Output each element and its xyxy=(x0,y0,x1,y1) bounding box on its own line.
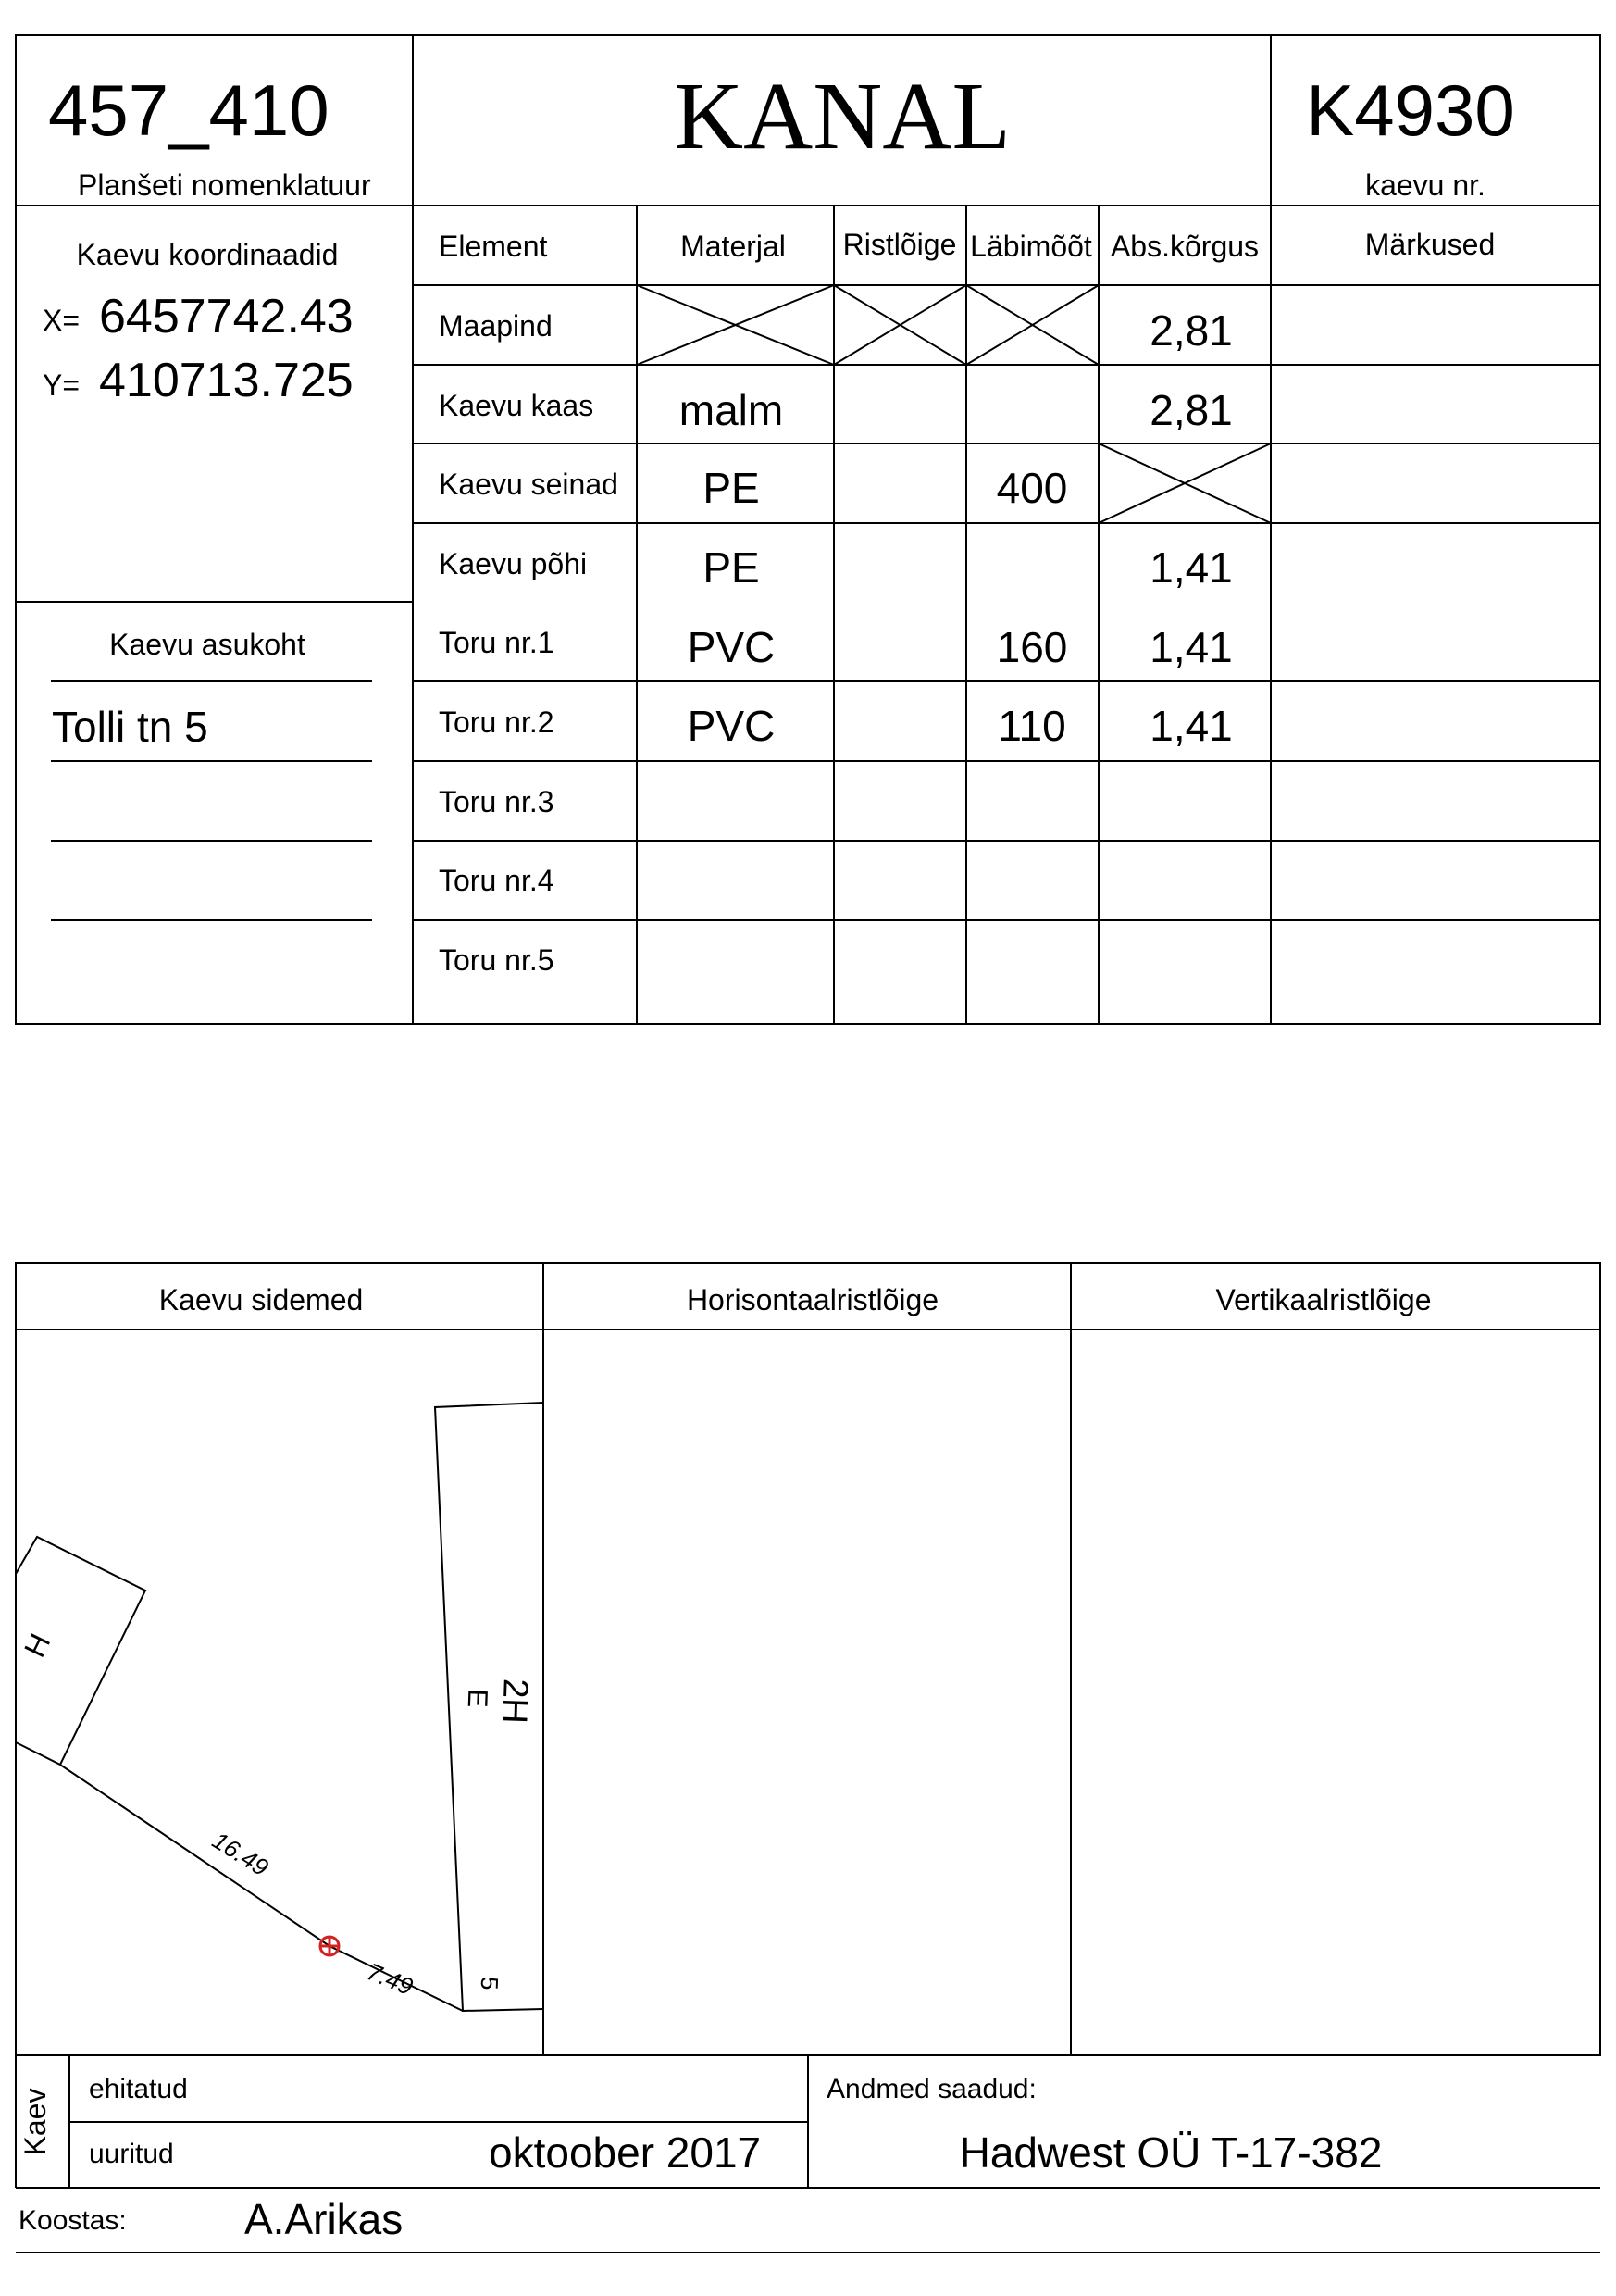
row-diameter: 400 xyxy=(996,464,1068,512)
well-id: K4930 xyxy=(1306,69,1515,151)
surveyed-label: uuritud xyxy=(89,2139,174,2169)
row-elevation: 1,41 xyxy=(1150,623,1233,671)
row-elevation: 1,41 xyxy=(1150,702,1233,750)
row-element: Toru nr.3 xyxy=(439,785,554,818)
row-element: Kaevu põhi xyxy=(439,547,588,580)
building-left-label: H xyxy=(17,1628,57,1663)
source-value: Hadwest OÜ T-17-382 xyxy=(959,2128,1383,2177)
column-header-diameter: Läbimõõt xyxy=(970,230,1092,263)
row-material: PVC xyxy=(687,623,776,671)
sketch-frame xyxy=(16,1263,1600,2055)
location-title: Kaevu asukoht xyxy=(109,628,305,661)
row-diameter: 160 xyxy=(996,623,1068,671)
built-label: ehitatud xyxy=(89,2074,188,2104)
coordinates-title: Kaevu koordinaadid xyxy=(76,238,339,271)
row-element: Toru nr.4 xyxy=(439,864,554,897)
row-elevation: 2,81 xyxy=(1150,306,1233,355)
dimension-label-1: 16.49 xyxy=(207,1826,274,1882)
sketch-header-vertical: Vertikaalristlõige xyxy=(1215,1283,1432,1316)
row-material: malm xyxy=(678,386,784,434)
column-header-material: Materjal xyxy=(680,230,786,263)
column-header-section: Ristlõige xyxy=(842,228,957,261)
dimension-label-3: 5 xyxy=(475,1976,504,1991)
column-header-notes: Märkused xyxy=(1364,228,1496,261)
author-label: Koostas: xyxy=(19,2205,127,2236)
location-line-1: Tolli tn 5 xyxy=(52,703,208,751)
row-element: Toru nr.1 xyxy=(439,626,554,659)
column-header-elevation: Abs.kõrgus xyxy=(1110,230,1260,263)
row-material: PVC xyxy=(687,702,776,750)
sketch-header-connections: Kaevu sidemed xyxy=(158,1283,364,1316)
row-elevation: 2,81 xyxy=(1150,386,1233,434)
row-diameter: 110 xyxy=(998,702,1066,750)
row-element: Kaevu kaas xyxy=(439,389,594,422)
row-material: PE xyxy=(702,464,760,512)
row-element: Kaevu seinad xyxy=(439,468,618,501)
source-label: Andmed saadud: xyxy=(827,2074,1037,2104)
page-title: KANAL xyxy=(674,63,1011,169)
x-value: 6457742.43 xyxy=(99,290,354,343)
row-element: Toru nr.5 xyxy=(439,943,554,977)
well-label: kaevu nr. xyxy=(1365,168,1485,202)
column-header-element: Element xyxy=(439,230,548,263)
sheet-label: Planšeti nomenklatuur xyxy=(78,168,371,202)
y-label: Y= xyxy=(43,368,81,402)
row-material: PE xyxy=(702,543,760,592)
well-marker-icon xyxy=(320,1937,339,1955)
building-right-label-e: E xyxy=(461,1688,493,1708)
author-value: A.Arikas xyxy=(244,2195,404,2243)
row-element: Toru nr.2 xyxy=(439,705,554,739)
y-value: 410713.725 xyxy=(99,354,354,407)
surveyed-date: oktoober 2017 xyxy=(489,2128,762,2177)
row-elevation: 1,41 xyxy=(1150,543,1233,592)
building-right-label-2h: 2H xyxy=(494,1678,535,1725)
sheet-number: 457_410 xyxy=(48,69,329,151)
x-label: X= xyxy=(43,304,81,337)
row-element: Maapind xyxy=(439,309,553,343)
sketch-header-horizontal: Horisontaalristlõige xyxy=(686,1283,939,1316)
footer-vertical-label: Kaev xyxy=(19,2088,52,2156)
dimension-label-2: 7.49 xyxy=(363,1957,417,2002)
